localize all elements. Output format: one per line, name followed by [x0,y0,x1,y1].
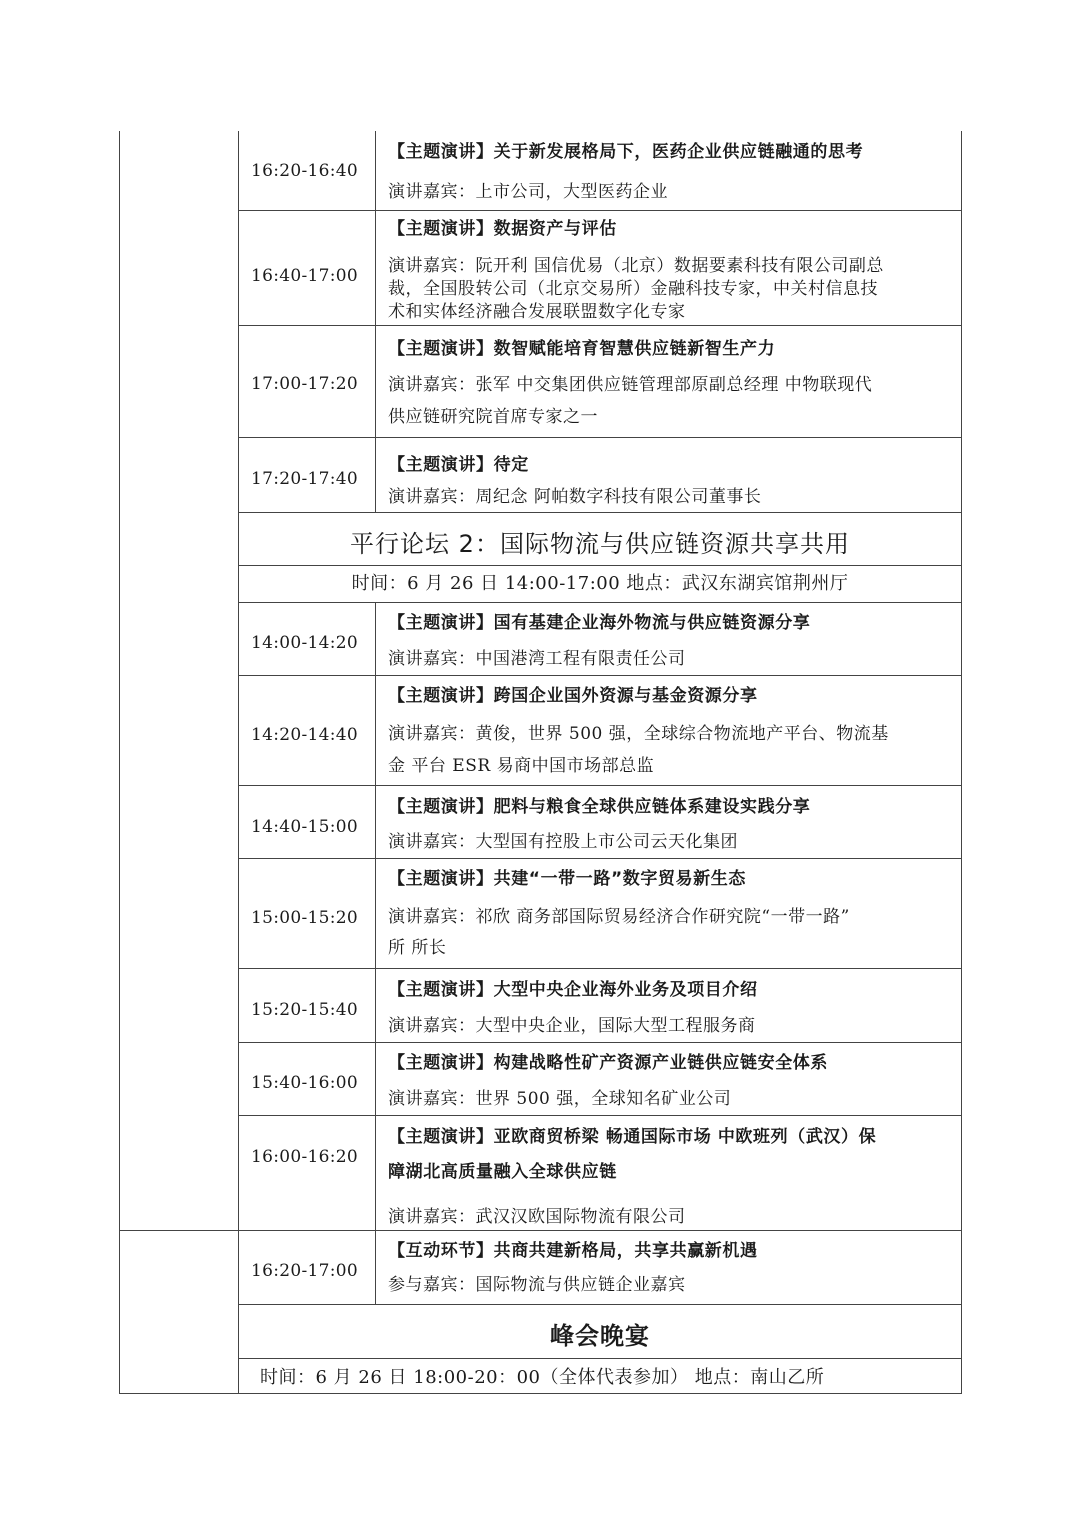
session-speaker: 演讲嘉宾：大型中央企业，国际大型工程服务商 [388,1016,756,1036]
session-time: 16:40-17:00 [251,266,359,286]
forum2-heading: 平行论坛 2：国际物流与供应链资源共享共用 [350,530,850,558]
session-time: 17:20-17:40 [251,469,359,489]
session-speaker: 演讲嘉宾：阮开利 国信优易（北京）数据要素科技有限公司副总 [388,256,884,276]
row-line [238,1304,962,1305]
session-title: 【主题演讲】数据资产与评估 [388,219,617,239]
session-title: 【主题演讲】跨国企业国外资源与基金资源分享 [388,686,758,706]
session-speaker: 演讲嘉宾：周纪念 阿帕数字科技有限公司董事长 [388,487,762,507]
session-speaker: 演讲嘉宾：中国港湾工程有限责任公司 [388,649,686,669]
row-line [238,512,962,513]
session-time: 15:00-15:20 [251,908,359,928]
row-line [238,858,962,859]
session-title: 【主题演讲】亚欧商贸桥梁 畅通国际市场 中欧班列（武汉）保 [388,1127,877,1147]
session-speaker: 金 平台 ESR 易商中国市场部总监 [388,756,655,776]
session-speaker: 演讲嘉宾：大型国有控股上市公司云天化集团 [388,832,738,852]
row-line [238,968,962,969]
session-time: 14:00-14:20 [251,633,359,653]
session-speaker: 演讲嘉宾：张军 中交集团供应链管理部原副总经理 中物联现代 [388,375,873,395]
time-col-left-border [238,131,239,1394]
row-line [238,1115,962,1116]
row-line [238,565,962,566]
session-speaker: 术和实体经济融合发展联盟数字化专家 [388,302,686,322]
session-speaker: 裁，全国股转公司（北京交易所）金融科技专家，中关村信息技 [388,279,878,299]
table-left-border [119,131,120,1394]
session-title: 【互动环节】共商共建新格局，共享共赢新机遇 [388,1241,758,1261]
row-line [238,210,962,211]
session-speaker: 演讲嘉宾：黄俊，世界 500 强，全球综合物流地产平台、物流基 [388,724,889,744]
session-time: 15:40-16:00 [251,1073,359,1093]
banquet-info: 时间：6 月 26 日 18:00-20：00（全体代表参加） 地点：南山乙所 [260,1367,825,1388]
session-speaker: 供应链研究院首席专家之一 [388,407,598,427]
session-speaker: 所 所长 [388,938,447,958]
banquet-heading: 峰会晚宴 [550,1322,650,1350]
session-time: 16:20-17:00 [251,1261,359,1281]
session-title: 【主题演讲】关于新发展格局下，医药企业供应链融通的思考 [388,142,864,162]
row-line [238,602,962,603]
row-line [238,437,962,438]
session-time: 16:00-16:20 [251,1147,359,1167]
session-speaker: 演讲嘉宾：武汉汉欧国际物流有限公司 [388,1207,686,1227]
session-title: 【主题演讲】共建“一带一路”数字贸易新生态 [388,869,746,889]
session-speaker: 演讲嘉宾：祁欣 商务部国际贸易经济合作研究院“一带一路” [388,907,850,927]
session-title: 【主题演讲】待定 [388,455,529,475]
row-line [238,325,962,326]
session-title: 【主题演讲】大型中央企业海外业务及项目介绍 [388,980,758,1000]
session-title: 【主题演讲】肥料与粮食全球供应链体系建设实践分享 [388,797,811,817]
row-line [238,1358,962,1359]
row-line [238,785,962,786]
session-time: 14:40-15:00 [251,817,359,837]
session-time: 17:00-17:20 [251,374,359,394]
session-time: 14:20-14:40 [251,725,359,745]
time-col-divider-2 [375,602,376,1304]
session-title: 障湖北高质量融入全球供应链 [388,1162,617,1182]
row-line [238,1042,962,1043]
row-line [238,675,962,676]
time-col-divider-1 [375,131,376,512]
session-time: 16:20-16:40 [251,161,359,181]
session-speaker: 演讲嘉宾：上市公司，大型医药企业 [388,182,668,202]
table-right-border [961,131,962,1394]
forum2-info: 时间：6 月 26 日 14:00-17:00 地点：武汉东湖宾馆荆州厅 [351,573,849,594]
session-title: 【主题演讲】国有基建企业海外物流与供应链资源分享 [388,613,811,633]
session-speaker: 演讲嘉宾：世界 500 强，全球知名矿业公司 [388,1089,732,1109]
row-line [119,1230,962,1231]
table-bottom-border [119,1393,962,1394]
session-time: 15:20-15:40 [251,1000,359,1020]
session-title: 【主题演讲】数智赋能培育智慧供应链新智生产力 [388,339,776,359]
session-speaker: 参与嘉宾：国际物流与供应链企业嘉宾 [388,1275,686,1295]
session-title: 【主题演讲】构建战略性矿产资源产业链供应链安全体系 [388,1053,828,1073]
